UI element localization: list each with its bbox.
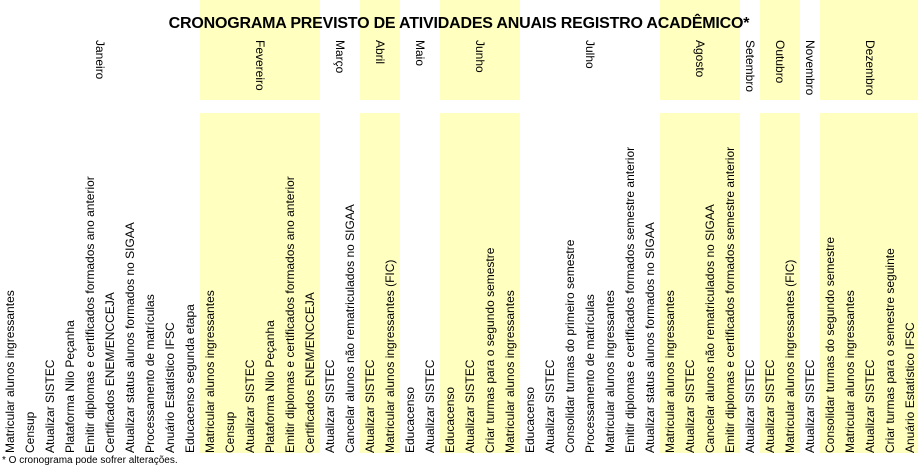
activity-janeiro-9: Anuário Estatístico IFSC [163,322,177,453]
activity-julho-4: Processamento de matrículas [583,294,597,453]
month-label-julho: Julho [583,40,597,69]
activity-maio-2: Atualizar SISTEC [423,359,437,453]
activity-marco-1: Atualizar SISTEC [323,359,337,453]
activity-janeiro-1: Matricular alunos ingressantes [3,290,17,453]
activity-novembro-1: Atualizar SISTEC [803,359,817,453]
activity-dezembro-3: Atualizar SISTEC [863,359,877,453]
activity-fevereiro-5: Emitir diplomas e certificados formados ano anterior [283,176,297,453]
activity-fevereiro-6: Certificados ENEM/ENCCEJA [303,292,317,453]
highlight-band-body-fevereiro [200,113,320,453]
month-label-marco: Março [333,40,347,74]
month-label-abril: Abril [373,40,387,65]
month-label-junho: Junho [473,40,487,73]
footnote: * O cronograma pode sofrer alterações. [2,455,178,466]
activity-outubro-1: Atualizar SISTEC [763,359,777,453]
activity-fevereiro-4: Plataforma Nilo Peçanha [263,320,277,453]
activity-abril-1: Atualizar SISTEC [363,359,377,453]
activity-junho-1: Educacenso [443,386,457,453]
activity-fevereiro-3: Atualizar SISTEC [243,359,257,453]
activity-janeiro-8: Processamento de matrículas [143,294,157,453]
activity-marco-2: Cancelar alunos não rematriculados no SIGAA [343,204,357,453]
month-label-setembro: Setembro [743,40,757,93]
activity-julho-6: Emitir diplomas e certificados formados semestre anterior [623,146,637,453]
activity-julho-7: Atualizar status alunos formados no SIGAA [643,222,657,453]
activity-julho-1: Educacenso [523,386,537,453]
activity-dezembro-2: Matricular alunos ingressantes [843,290,857,453]
month-label-maio: Maio [413,40,427,67]
month-label-agosto: Agosto [693,40,707,78]
activity-janeiro-3: Atualizar SISTEC [43,359,57,453]
activity-janeiro-7: Atualizar status alunos formados no SIGAA [123,222,137,453]
activity-julho-5: Matricular alunos ingressantes [603,290,617,453]
month-label-outubro: Outubro [773,40,787,84]
activity-dezembro-5: Anuário Estatístico IFSC [903,322,917,453]
activity-julho-2: Atualizar SISTEC [543,359,557,453]
activity-fevereiro-2: Censup [223,411,237,453]
month-label-fevereiro: Fevereiro [253,40,267,91]
activity-dezembro-1: Consolidar turmas do segundo semestre [823,236,837,453]
activity-setembro-1: Atualizar SISTEC [743,359,757,453]
activity-julho-3: Consolidar turmas do primeiro semestre [563,239,577,453]
activity-junho-4: Matricular alunos ingressantes [503,290,517,453]
activity-agosto-1: Matricular alunos ingressantes [663,290,677,453]
activity-janeiro-6: Certificados ENEM/ENCCEJA [103,292,117,453]
activity-maio-1: Educacenso [403,386,417,453]
page-title: CRONOGRAMA PREVISTO DE ATIVIDADES ANUAIS REGISTRO ACADÊMICO* [168,15,750,32]
activity-janeiro-4: Plataforma Nilo Peçanha [63,320,77,453]
activity-abril-2: Matricular alunos ingressantes (FIC) [383,259,397,453]
activity-agosto-4: Emitir diplomas e certificados formados semestre anterior [723,146,737,453]
month-label-janeiro: Janeiro [93,40,107,80]
month-label-novembro: Novembro [803,40,817,96]
activity-junho-3: Criar turmas para o segundo semestre [483,247,497,453]
activity-dezembro-4: Criar turmas para o semestre seguinte [883,248,897,453]
activity-junho-2: Atualizar SISTEC [463,359,477,453]
activity-janeiro-2: Censup [23,411,37,453]
activity-agosto-2: Atualizar SISTEC [683,359,697,453]
month-label-dezembro: Dezembro [863,40,877,96]
activity-fevereiro-1: Matricular alunos ingressantes [203,290,217,453]
activity-outubro-2: Matricular alunos ingressantes (FIC) [783,259,797,453]
activity-agosto-3: Cancelar alunos não rematriculados no SIGAA [703,204,717,453]
activity-janeiro-5: Emitir diplomas e certificados formados ano anterior [83,176,97,453]
activity-janeiro-10: Educacenso segunda etapa [183,304,197,453]
